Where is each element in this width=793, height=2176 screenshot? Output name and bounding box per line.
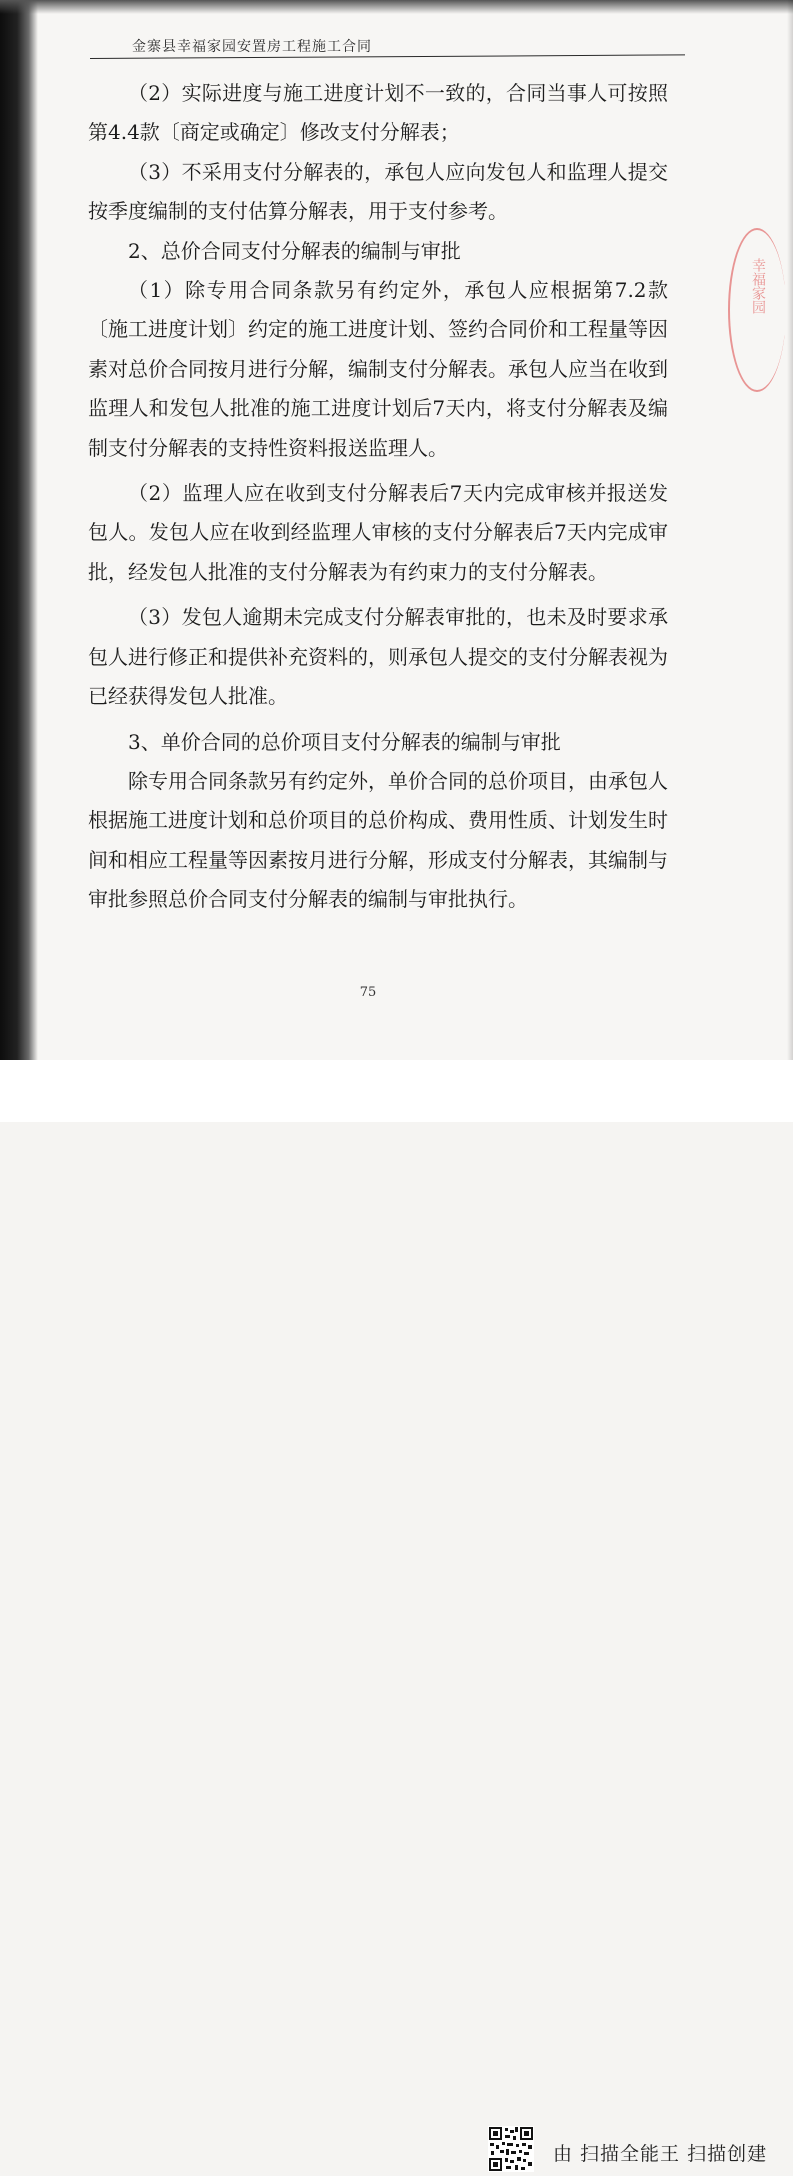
running-header: 金寨县幸福家园安置房工程施工合同 xyxy=(132,39,372,55)
paragraph: （2）监理人应在收到支付分解表后7天内完成审核并报送发包人。发包人应在收到经监理人审核的支付分解表后7天内完成审批，经发包人批准的支付分解表为有约束力的支付分解表。 xyxy=(88,481,668,584)
paragraph: （2）实际进度与施工进度计划不一致的，合同当事人可按照第4.4款〔商定或确定〕修改支付分解表； xyxy=(88,81,668,145)
qr-code-icon xyxy=(488,2126,534,2172)
top-shadow xyxy=(0,0,793,14)
paragraph: 除专用合同条款另有约定外，单价合同的总价项目，由承包人根据施工进度计划和总价项目的总价构成、费用性质、计划发生时间和相应工程量等因素按月进行分解，形成支付分解表，其编制与审批参照总价合同支付分解表的编制与审批执行。 xyxy=(88,768,668,912)
paragraph: （3）发包人逾期未完成支付分解表审批的，也未及时要求承包人进行修正和提供补充资料的，则承包人提交的支付分解表视为已经获得发包人批准。 xyxy=(88,605,668,709)
page-number: 75 xyxy=(359,985,377,1000)
binding-shadow xyxy=(0,0,38,1060)
section-heading: 2、总价合同支付分解表的编制与审批 xyxy=(128,238,461,263)
scanner-watermark: 由 扫描全能王 扫描创建 xyxy=(553,2143,768,2165)
section-heading: 3、单价合同的总价项目支付分解表的编制与审批 xyxy=(128,729,561,754)
body-text xyxy=(88,74,668,920)
paragraph: （1）除专用合同条款另有约定外，承包人应根据第7.2款〔施工进度计划〕约定的施工进度计划、签约合同价和工程量等因素对总价合同按月进行分解，编制支付分解表。承包人应当在收到监理人和发包人批准的施工进度计划后7天内，将支付分解表及编制支付分解表的支持性资料报送监理人。 xyxy=(88,278,668,460)
page-edge xyxy=(787,0,793,1060)
scanner-footer xyxy=(0,1060,793,2165)
document-page xyxy=(0,0,793,1060)
seal-text: 幸福家园 xyxy=(750,258,766,314)
paragraph: （3）不采用支付分解表的，承包人应向发包人和监理人提交按季度编制的支付估算分解表，用于支付参考。 xyxy=(88,159,668,224)
